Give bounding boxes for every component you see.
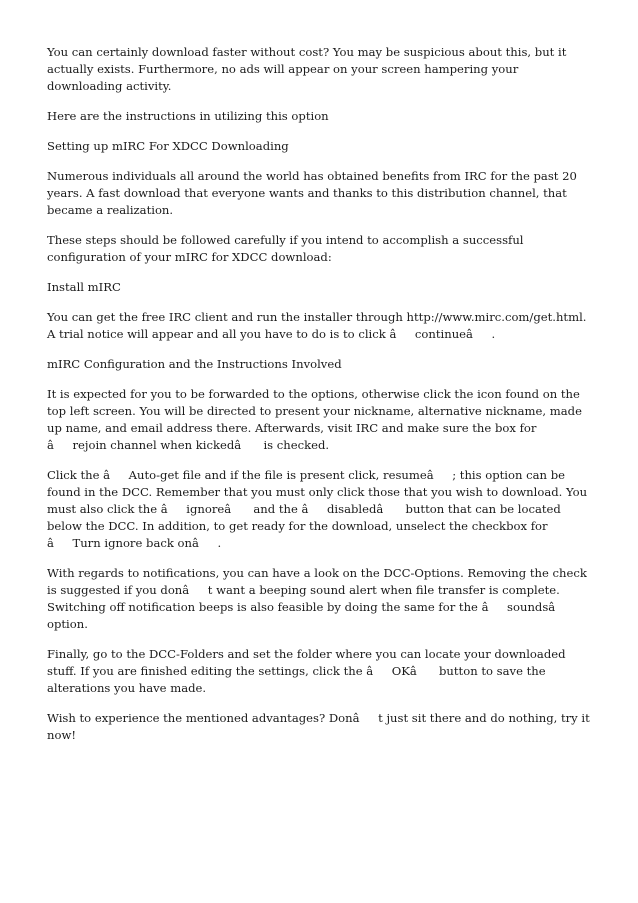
paragraph-options-setup: It is expected for you to be forwarded to the options, otherwise click the icon found on the top left screen. You will be directed to present your nickname, alternative nickname, made up name, and email address there. Afterwards, visit IRC and make sure the box for ârejoin channel when kickedâ is checked.	[47, 387, 582, 452]
heading-mirc-configuration: mIRC Configuration and the Instructions Involved	[47, 357, 342, 371]
paragraph-dcc-folders: Finally, go to the DCC-Folders and set the folder where you can locate your downloaded stuff. If you are finished editing the settings, click the âOKâ button to save the alterations you have made.	[47, 647, 566, 695]
paragraph-dcc-autoget: Click the âAuto-get file and if the file is present click, resumeâ; this option can be found in the DCC. Remember that you must only click those that you wish to download. You must also click the âignoreâ and the âdisabledâ button that can be located below the DCC. In addition, to get ready for the download, unselect the checkbox for âTurn ignore back onâ.	[47, 468, 588, 550]
heading-setting-up-mirc: Setting up mIRC For XDCC Downloading	[47, 139, 289, 153]
paragraph-instructions-lead: Here are the instructions in utilizing this option	[47, 109, 329, 123]
paragraph-steps-lead: These steps should be followed carefully if you intend to accomplish a successful configuration of your mIRC for XDCC download:	[47, 233, 524, 264]
paragraph-install-instructions: You can get the free IRC client and run the installer through http://www.mirc.com/get.html. A trial notice will appear and all you have to do is to click âcontinueâ.	[47, 310, 587, 341]
paragraph-intro: You can certainly download faster without cost? You may be suspicious about this, but it actually exists. Furthermore, no ads will appear on your screen hampering your downloading activity.	[47, 45, 567, 93]
paragraph-irc-benefits: Numerous individuals all around the world has obtained benefits from IRC for the past 20 years. A fast download that everyone wants and thanks to this distribution channel, that became a realization.	[47, 169, 577, 217]
paragraph-closing: Wish to experience the mentioned advantages? Donât just sit there and do nothing, try it now!	[47, 711, 590, 742]
heading-install-mirc: Install mIRC	[47, 280, 121, 294]
paragraph-notifications: With regards to notifications, you can have a look on the DCC-Options. Removing the check is suggested if you donât want a beeping sound alert when file transfer is complete. Switching off notification beeps is also feasible by doing the same for the âsoundsâ option.	[47, 566, 587, 631]
document-page	[47, 44, 595, 757]
